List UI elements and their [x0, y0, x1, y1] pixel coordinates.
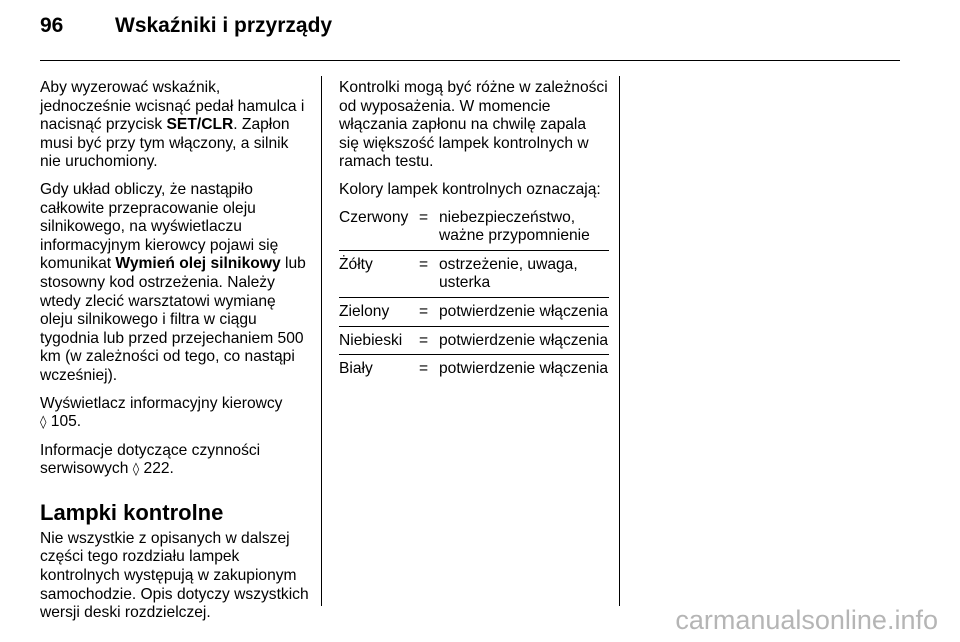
color-name: Czerwony	[339, 208, 409, 226]
color-name: Zielony	[339, 302, 390, 320]
color-meaning: potwierdzenie włączenia	[439, 331, 609, 349]
equals-sign: =	[419, 208, 429, 226]
color-meaning: ostrzeżenie, uwaga, usterka	[439, 255, 578, 292]
equals-sign: =	[419, 302, 429, 320]
text: Gdy układ obliczy, że nastąpiło całkowite przepracowanie oleju silnikowego, na wyświetlaczu informacyjnym kierowcy pojawi się komunikat	[40, 180, 279, 273]
color-meaning: potwierdzenie włączenia	[439, 302, 609, 320]
table-row	[339, 256, 609, 298]
column-divider	[321, 76, 322, 606]
paragraph-ref-service	[40, 442, 310, 480]
color-meaning: niebezpieczeństwo, ważne przypomnienie	[439, 208, 590, 245]
equals-sign: =	[419, 255, 429, 273]
text: Aby wyzerować wskaźnik, jednocześnie wcisnąć pedał hamulca i nacisnąć przycisk	[40, 79, 305, 134]
page-header	[40, 14, 332, 38]
table-row	[339, 303, 609, 327]
table-row	[339, 209, 609, 251]
paragraph-lamps-intro: Kontrolki mogą być różne w zależności od wyposażenia. W momencie włączania zapłonu na chwilę zapala się większość lampek kontrolnych w ramach testu.	[339, 79, 608, 171]
text: Wyświetlacz informacyjny kierowcy	[40, 394, 283, 412]
button-name-set-clr: SET/CLR	[166, 116, 234, 134]
equals-sign: =	[419, 331, 429, 349]
page-ref-arrow-icon: ◊	[40, 415, 47, 431]
message-name: Wymień olej silnikowy	[115, 255, 281, 273]
text: Informacje dotyczące czynności serwisowych	[40, 441, 261, 478]
paragraph-oil-change	[40, 181, 310, 386]
color-legend-table	[339, 209, 609, 383]
column-divider	[619, 76, 620, 606]
paragraph-ref-display	[40, 395, 310, 433]
equals-sign: =	[419, 360, 429, 378]
table-row	[339, 332, 609, 356]
section-heading: Lampki kontrolne	[40, 499, 224, 525]
color-name: Biały	[339, 360, 373, 378]
paragraph-colors-intro: Kolory lampek kontrolnych oznaczają:	[339, 180, 601, 198]
paragraph-lamps-note: Nie wszystkie z opisanych w dalszej części tego rozdziału lampek kontrolnych występują w zakupionym samochodzie. Opis dotyczy wszystkich wersji deski rozdzielczej.	[40, 529, 309, 622]
column-left	[40, 79, 310, 632]
page-title: Wskaźniki i przyrządy	[115, 14, 333, 37]
header-rule	[40, 60, 900, 61]
color-name: Żółty	[339, 255, 373, 273]
page-ref-arrow-icon: ◊	[132, 462, 140, 478]
paragraph-reset	[40, 79, 310, 172]
color-name: Niebieski	[339, 331, 403, 349]
watermark: carmanualsonline.info	[675, 605, 938, 635]
page-number: 96	[40, 14, 64, 37]
column-middle	[339, 79, 609, 388]
page-ref-link[interactable]: 105.	[50, 413, 82, 431]
table-row	[339, 360, 609, 383]
page-ref-link[interactable]: 222.	[143, 460, 174, 478]
text: . Zapłon musi być przy tym włączony, a silnik nie uruchomiony.	[40, 116, 290, 171]
text: lub stosowny kod ostrzeżenia. Należy wtedy zlecić warsztatowi wymianę oleju silnikowego i filtra w ciągu tygodnia lub przed przejechaniem 500 km (w zależności od tego, co nastąpi wcześniej).	[40, 255, 306, 384]
color-meaning: potwierdzenie włączenia	[439, 360, 609, 378]
